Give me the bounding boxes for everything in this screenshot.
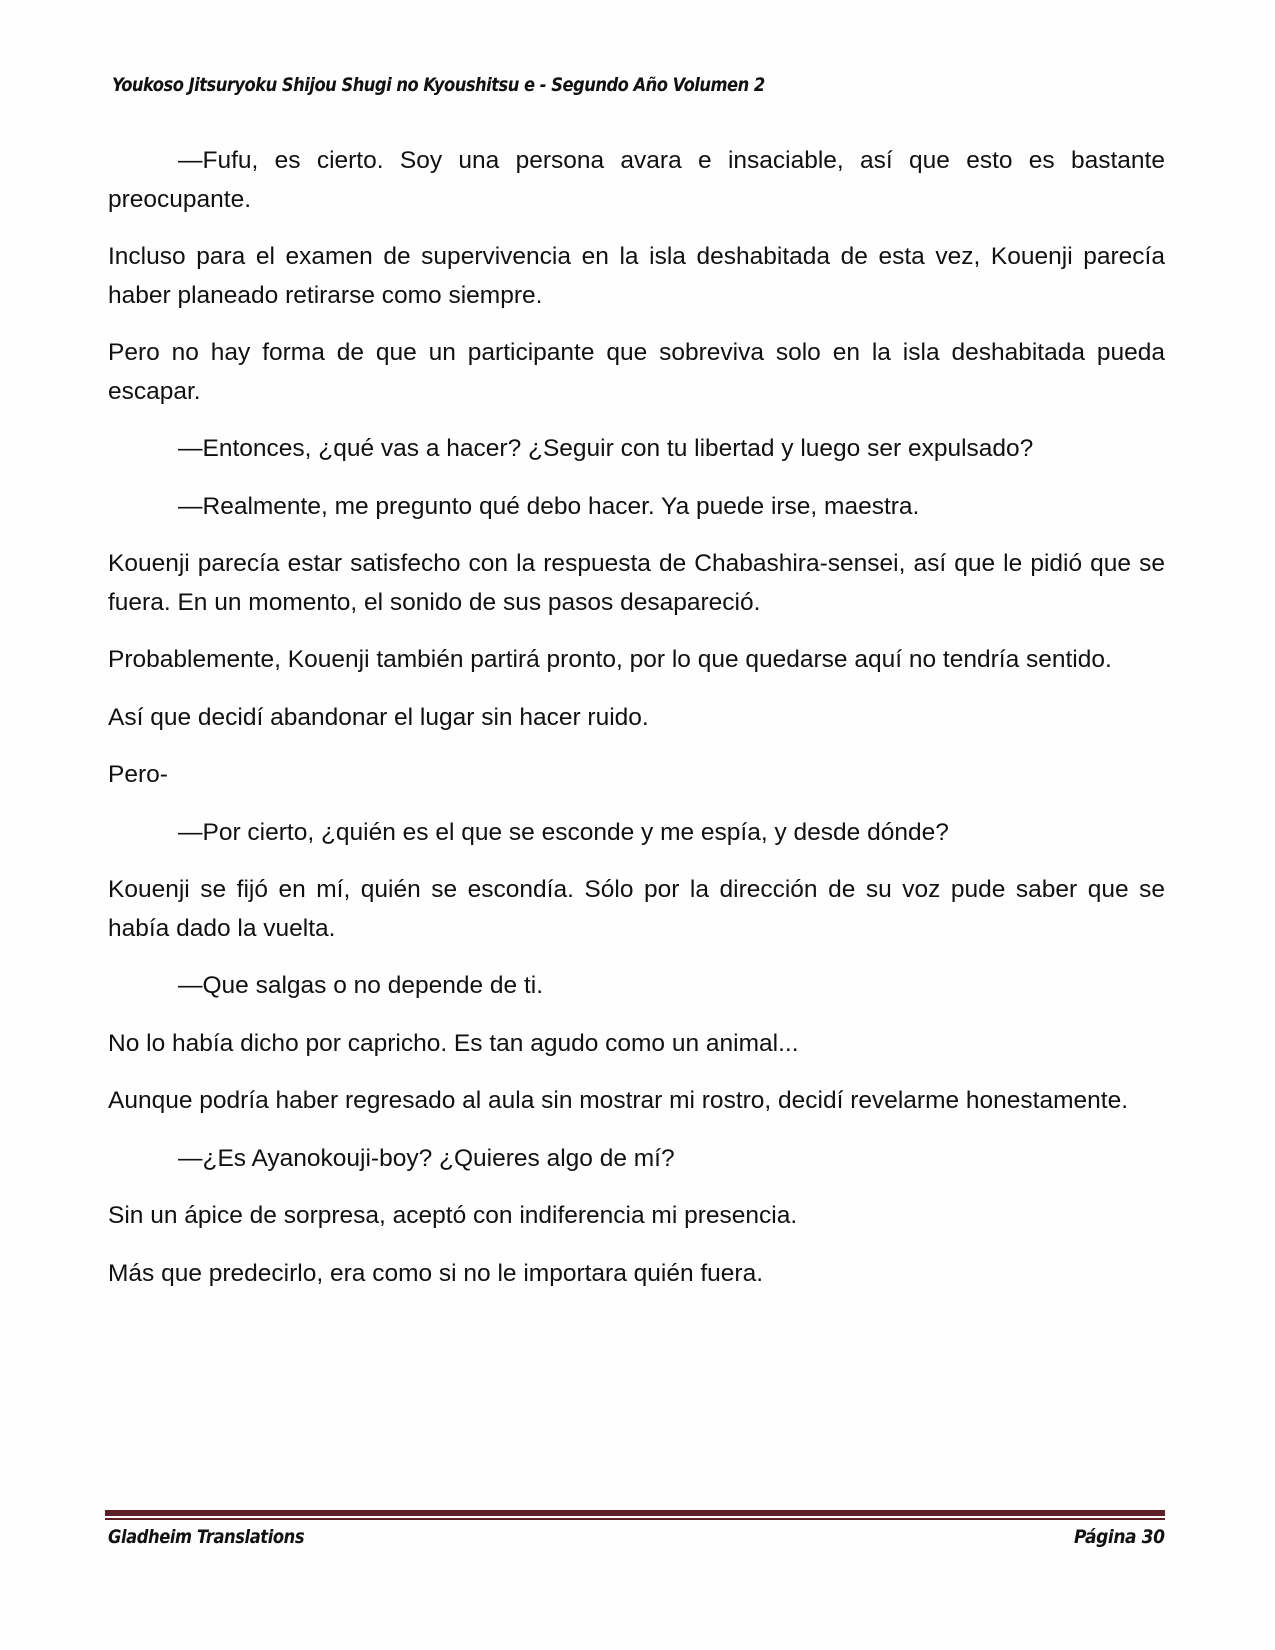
paragraph: —Que salgas o no depende de ti. bbox=[178, 972, 544, 999]
paragraph: Sin un ápice de sorpresa, aceptó con indiferencia mi presencia. bbox=[108, 1202, 798, 1229]
paragraph: —Por cierto, ¿quién es el que se esconde y me espía, y desde dónde? bbox=[178, 818, 949, 846]
paragraph: Aunque podría haber regresado al aula sin mostrar mi rostro, decidí revelarme honestamente. bbox=[108, 1087, 1129, 1114]
paragraph: Kouenji parecía estar satisfecho con la respuesta de Chabashira-sensei, así que le pidió que se fuera. En un momento, el sonido de sus pasos desapareció. bbox=[108, 550, 1165, 616]
paragraph: No lo había dicho por capricho. Es tan agudo como un animal... bbox=[108, 1029, 799, 1057]
paragraph: Incluso para el examen de supervivencia en la isla deshabitada de esta vez, Kouenji parecía haber planeado retirarse como siempre. bbox=[108, 243, 1165, 309]
paragraph: Pero no hay forma de que un participante que sobreviva solo en la isla deshabitada pueda escapar. bbox=[108, 339, 1165, 405]
footer-credit: Gladheim Translations bbox=[108, 1526, 305, 1548]
footer-rule-thick bbox=[105, 1510, 1165, 1516]
paragraph: —Entonces, ¿qué vas a hacer? ¿Seguir con tu libertad y luego ser expulsado? bbox=[178, 435, 1034, 462]
paragraph: —¿Es Ayanokouji-boy? ¿Quieres algo de mí? bbox=[178, 1144, 675, 1172]
paragraph: Más que predecirlo, era como si no le importara quién fuera. bbox=[108, 1259, 764, 1287]
paragraph: —Fufu, es cierto. Soy una persona avara e insaciable, así que esto es bastante preocupante. bbox=[108, 147, 1165, 213]
paragraph: Así que decidí abandonar el lugar sin hacer ruido. bbox=[108, 703, 649, 731]
page-number: Página 30 bbox=[1074, 1526, 1165, 1548]
paragraph: —Realmente, me pregunto qué debo hacer. Ya puede irse, maestra. bbox=[178, 492, 920, 520]
footer-rule bbox=[105, 1510, 1165, 1521]
body-text bbox=[108, 142, 1165, 1312]
running-header: Youkoso Jitsuryoku Shijou Shugi no Kyoushitsu e - Segundo Año Volumen 2 bbox=[112, 74, 765, 96]
footer-rule-thin bbox=[105, 1518, 1165, 1520]
paragraph: Pero- bbox=[108, 761, 168, 788]
paragraph: Kouenji se fijó en mí, quién se escondía. Sólo por la dirección de su voz pude saber que se había dado la vuelta. bbox=[108, 876, 1165, 942]
paragraph: Probablemente, Kouenji también partirá pronto, por lo que quedarse aquí no tendría sentido. bbox=[108, 646, 1112, 673]
